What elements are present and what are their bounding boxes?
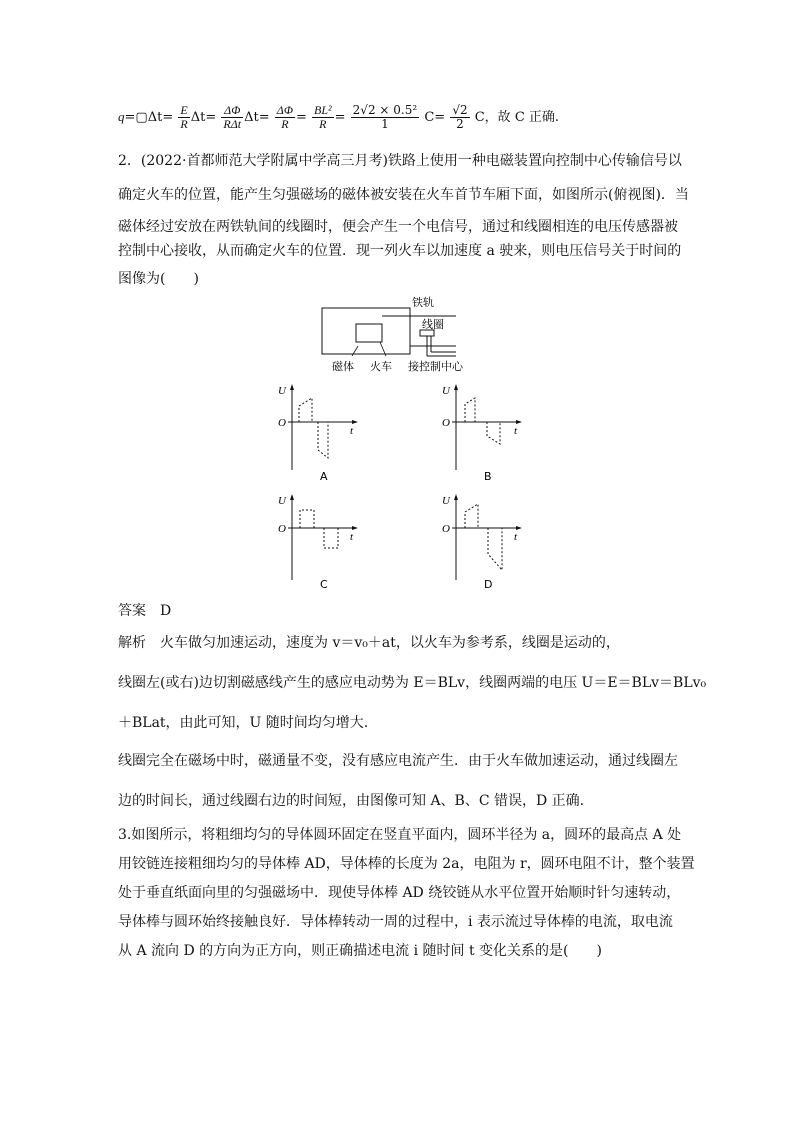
axis-t-label: t	[514, 531, 518, 543]
q3-line-3: 处于垂直纸面向里的匀强磁场中．现使导体棒 AD 绕铰链从水平位置开始顺时针匀速转动，	[118, 885, 681, 901]
equals-sign: =	[124, 110, 136, 125]
origin-label: O	[442, 417, 450, 429]
option-label: B	[484, 470, 492, 483]
origin-label: O	[278, 523, 286, 535]
graph-option-c	[268, 490, 368, 595]
q3-line-2: 用铰链连接粗细均匀的导体棒 AD，导体棒的长度为 2a，电阻为 r，圆环电阻不计，整个装置	[118, 856, 695, 872]
fraction-numeric: $\frac{\text{2√2 × 0.5²}}{1}$	[352, 103, 418, 131]
equals-sign: =	[295, 110, 307, 125]
origin-label: O	[278, 417, 286, 429]
fraction-result: $\frac{√2}{2}$	[452, 103, 468, 131]
equals-sign: =	[434, 110, 446, 125]
unit-coulomb: C	[424, 110, 435, 125]
q3-line-4: 导体棒与圆环始终接触良好．导体棒转动一周的过程中，i 表示流过导体棒的电流，取电流	[118, 914, 673, 930]
fraction-dphi-over-r: $\frac{\Delta\Phi}{R}$	[276, 103, 293, 131]
answer-line: 答案 D	[118, 603, 172, 619]
average-current-symbol: ▢	[135, 110, 148, 125]
axis-u-label: U	[442, 495, 450, 507]
graph-option-b	[432, 380, 532, 485]
analysis-line-1: 解析 火车做匀加速运动，速度为 v＝v₀＋at，以火车为参考系，线圈是运动的，	[118, 635, 620, 651]
conclusion-text: C，故 C 正确.	[474, 110, 560, 125]
origin-label: O	[442, 523, 450, 535]
equals-sign: =	[205, 110, 217, 125]
q3-line-1: 3.如图所示，将粗细均匀的导体圆环固定在竖直平面内，圆环半径为 a，圆环的最高点 A 处	[118, 827, 682, 843]
axis-t-label: t	[350, 531, 354, 543]
fraction-dphi-over-rdt: $\frac{\Delta\Phi}{\text{RΔt}}$	[223, 103, 242, 131]
q-variable: q	[118, 109, 125, 124]
option-label: C	[320, 578, 328, 591]
label-rail: 铁轨	[412, 296, 434, 309]
solution-formula-line	[118, 104, 559, 131]
fraction-e-over-r: $\frac{E}{R}$	[180, 103, 188, 131]
label-coil: 线圈	[422, 318, 444, 331]
delta-t: Δt	[147, 110, 163, 125]
graph-option-a	[268, 380, 368, 485]
q2-line-2: 确定火车的位置，能产生匀强磁场的磁体被安装在火车首节车厢下面，如图所示(俯视图)．当	[118, 187, 689, 203]
label-train: 火车	[370, 360, 392, 373]
q3-line-5: 从 A 流向 D 的方向为正方向，则正确描述电流 i 随时间 t 变化关系的是( )	[118, 943, 602, 959]
equals-sign: =	[258, 110, 270, 125]
delta-t: Δt	[244, 110, 259, 125]
apparatus-diagram	[316, 294, 516, 374]
label-magnet: 磁体	[332, 360, 354, 373]
option-label: A	[320, 470, 328, 483]
q2-line-1: 2．(2022·首都师范大学附属中学高三月考)铁路上使用一种电磁装置向控制中心传输信号以	[118, 153, 682, 169]
fraction-bl2-over-r: $\frac{\text{BL²}}{R}$	[314, 103, 332, 131]
axis-u-label: U	[442, 385, 450, 397]
analysis-line-3: ＋BLat，由此可知，U 随时间均匀增大.	[118, 715, 369, 731]
axis-t-label: t	[514, 425, 518, 437]
q2-line-4: 控制中心接收，从而确定火车的位置．现一列火车以加速度 a 驶来，则电压信号关于时间的	[118, 243, 682, 259]
axis-t-label: t	[350, 425, 354, 437]
axis-u-label: U	[278, 385, 286, 397]
graph-option-d	[432, 490, 532, 595]
analysis-line-2: 线圈左(或右)边切割磁感线产生的感应电动势为 E＝BLv，线圈两端的电压 U＝E＝BLv＝BLv₀	[118, 675, 707, 691]
q2-line-5: 图像为( )	[118, 271, 199, 287]
analysis-line-4: 线圈完全在磁场中时，磁通量不变，没有感应电流产生．由于火车做加速运动，通过线圈左	[118, 753, 678, 769]
delta-t: Δt	[190, 110, 206, 125]
axis-u-label: U	[278, 495, 286, 507]
equals-sign: =	[334, 110, 346, 125]
option-label: D	[484, 578, 493, 591]
equals-sign: =	[162, 110, 174, 125]
q2-line-3: 磁体经过安放在两铁轨间的线圈时，便会产生一个电信号，通过和线圈相连的电压传感器被	[118, 219, 678, 235]
analysis-line-5: 边的时间长，通过线圈右边的时间短，由图像可知 A、B、C 错误，D 正确.	[118, 793, 585, 809]
label-control-center: 接控制中心	[408, 360, 463, 373]
